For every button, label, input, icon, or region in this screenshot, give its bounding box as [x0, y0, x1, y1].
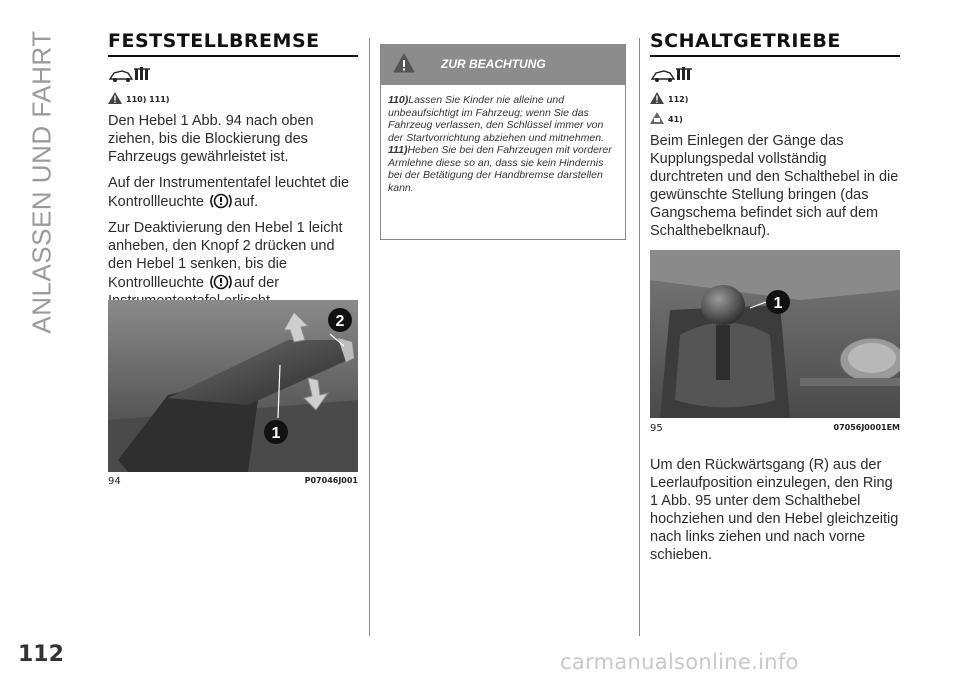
- inline-text: Zur Deaktivierung den Hebel 1 leicht anheben, den Knopf 2 drücken und den Hebel 1 senken, bis die Kontrollleuchte: [108, 220, 343, 291]
- notice-title: ZUR BEACHTUNG: [441, 57, 546, 71]
- warning-triangle-icon: [108, 92, 122, 104]
- notice-item-text: Heben Sie bei den Fahrzeugen mit vorderer Armlehne diese so an, dass sie kein Hindernis bei der Betätigung der Handbremse darstellen kann.: [388, 144, 612, 194]
- warning-references: 110) 111): [126, 95, 170, 104]
- warning-triangle-icon: [650, 92, 664, 104]
- warning-reference: 112): [668, 95, 689, 104]
- notice-header: [381, 45, 625, 85]
- section-heading: SCHALTGETRIEBE: [650, 30, 900, 57]
- body-paragraph: [108, 174, 358, 211]
- figure-code: P07046J001: [304, 476, 358, 485]
- brake-warning-lamp-icon: [210, 192, 232, 210]
- caution-notice-box: [380, 44, 626, 240]
- page-number: 112: [18, 642, 64, 667]
- watermark: carmanualsonline.info: [560, 650, 799, 674]
- section-title: ANLASSEN UND FAHRT: [26, 30, 57, 334]
- body-paragraph: Um den Rückwärtsgang (R) aus der Leerlaufposition einzulegen, den Ring 1 Abb. 95 unter dem Schalthebel hochziehen und den Hebel gleichzeitig nach links ziehen und nach vorne schieben.: [650, 457, 899, 563]
- parking-brake-illustration: [108, 300, 358, 472]
- body-paragraph: Den Hebel 1 Abb. 94 nach oben ziehen, bis die Blockierung des Fahrzeugs gewährleistet ist.: [108, 113, 314, 165]
- inline-text: Auf der Instrumententafel leuchtet die Kontrollleuchte: [108, 175, 350, 210]
- figure-number: 94: [108, 476, 121, 487]
- notice-item: [388, 144, 618, 194]
- column-divider: [369, 38, 370, 636]
- section-heading: FESTSTELLBREMSE: [108, 30, 358, 57]
- inline-text: auf.: [233, 194, 259, 210]
- manual-gearbox-section: [650, 30, 900, 240]
- figure-gear-lever: [650, 250, 900, 418]
- body-paragraph: Beim Einlegen der Gänge das Kupplungspedal vollständig durchtreten und den Schalthebel in die gewünschte Stellung bringen (das Gangschema befindet sich auf dem Schalthebelknauf).: [650, 133, 899, 239]
- body-paragraph: [108, 219, 358, 310]
- notice-item: [388, 94, 618, 144]
- figure-code: 07056J0001EM: [833, 423, 900, 432]
- figure-caption: [108, 476, 358, 487]
- figure-number: 95: [650, 423, 663, 434]
- car-maintenance-icon: [650, 65, 694, 83]
- notice-body: [381, 85, 625, 194]
- notice-item-number: 110): [388, 94, 409, 106]
- brake-warning-lamp-icon: [210, 273, 232, 291]
- callout-2: 2: [335, 313, 345, 330]
- notice-item-text: Lassen Sie Kinder nie alleine und unbeaufsichtigt im Fahrzeug; wenn Sie das Fahrzeug verlassen, den Schlüssel immer von der Startvorrichtung abziehen und mitnehmen.: [388, 94, 604, 144]
- caution-hand-icon: [650, 112, 664, 124]
- section-sidebar-title: [22, 30, 62, 334]
- figure-caption: [650, 423, 900, 434]
- inline-text: auf der: [233, 275, 280, 291]
- notice-item-number: 111): [388, 144, 408, 156]
- figure-parking-brake: [108, 300, 358, 472]
- column-divider: [639, 38, 640, 636]
- gear-lever-illustration: [650, 250, 900, 418]
- warning-triangle-icon: [393, 53, 415, 73]
- parking-brake-section: [108, 30, 358, 310]
- callout-1: 1: [271, 425, 281, 442]
- caution-reference: 41): [668, 115, 683, 124]
- car-maintenance-icon: [108, 65, 152, 83]
- callout-1: 1: [773, 295, 783, 312]
